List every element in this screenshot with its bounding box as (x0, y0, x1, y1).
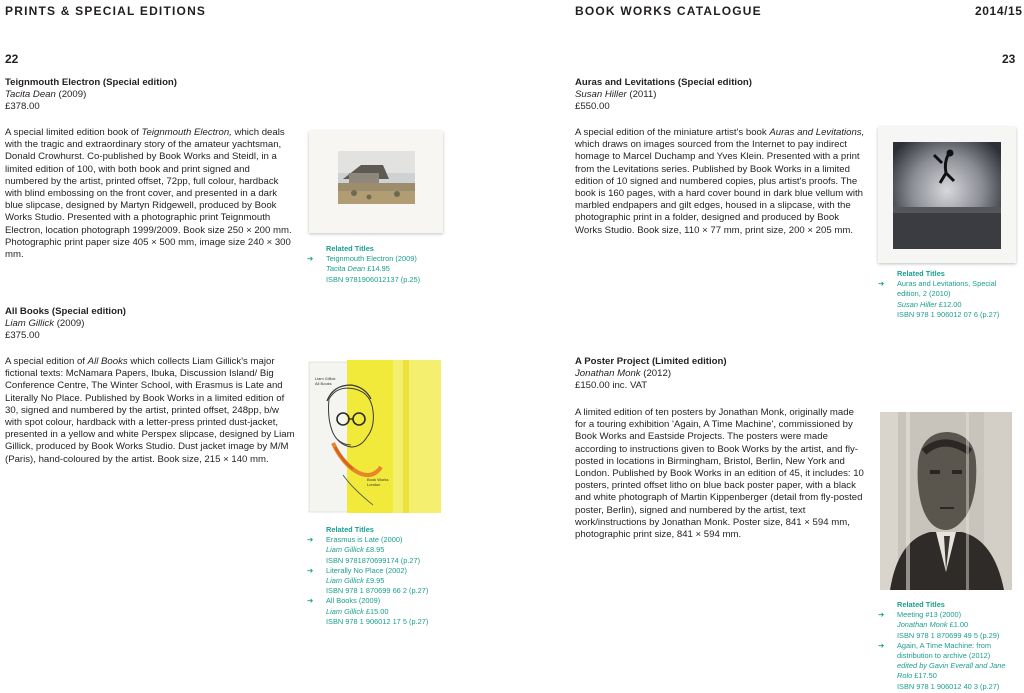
entry-artist-line (5, 318, 295, 330)
entry-price: £375.00 (5, 330, 40, 342)
entry-teignmouth-electron (5, 77, 295, 114)
entry-artist: Tacita Dean (5, 89, 56, 101)
entry-description: A special edition of the miniature artist's book Auras and Levitations, which draws on images sourced from the Internet to pay indirect homage to Marcel Duchamp and Yves Klein. Presented with a print from the Levitations series. Published by Book Works in a limited edition of 10 signed and numbered copies, plus artist's proofs. The book is 160 pages, with a hard cover bound in dark blue vellum with marbled endpapers and gilt edges, housed in a slipcase, with the photographic print in a folder, designed and produced by Book Works Studio. Book size, 110 × 77 mm, print size, 200 × 205 mm. (575, 127, 865, 236)
related-heading: Related Titles (897, 600, 945, 609)
entry-title: A Poster Project (Limited edition) (575, 356, 727, 367)
catalogue-year: 2014/15 (975, 4, 1023, 18)
entry-title: Teignmouth Electron (Special edition) (5, 77, 177, 88)
entry-title: Auras and Levitations (Special edition) (575, 77, 752, 88)
auras-print-image (878, 127, 1016, 263)
entry-description: A special limited edition book of Teignmouth Electron, which deals with the tragic and extraordinary story of the amateur yachtsman, Donald Crowhurst. Co-published by Book Works and Steidl, in a limited edition of 100, with both book and print signed and numbered by the artist, printed offset, 72pp, full colour, hardback with blind embossing on the front cover, and presented in a dark blue slipcase, designed by Martyn Ridgewell, produced by Book Works Studio. Presented with a photographic print Teignmouth Electron, location photograph 1999/2009. Book size 250 × 200 mm. Photographic print paper size 405 × 500 mm, image size 240 × 300 mm. (5, 127, 292, 261)
related-item[interactable]: ➔ Literally No Place (2002) Liam Gillick £9.95 ISBN 978 1 870699 66 2 (p.27) (307, 565, 429, 596)
cover-title: All Books (315, 381, 332, 386)
entry-description: A limited edition of ten posters by Jonathan Monk, originally made for a touring exhibition 'Again, A Time Machine', commissioned by Book Works and Eastside Projects. The posters were made according to instructions given to Book Works by the artist, and fly-posted in locations in Birmingham, Bristol, Berlin, New York and London. Published by Book Works in an edition of 45, it includes: 10 posters, printed offset litho on blue back poster paper, with a black and white photograph of Martin Kippenberger (detail from fly-posted poster, Berlin), signed and numbered by the artist, text work/instructions by Jonathan Monk. Poster size, 841 × 594 mm, photographic print size, 841 × 594 mm. (575, 407, 864, 541)
entry-artist: Jonathan Monk (575, 368, 641, 380)
related-titles-poster (878, 600, 1018, 692)
page-number-left: 22 (5, 52, 19, 66)
all-books-book-image (307, 357, 443, 515)
related-item[interactable]: ➔ Again, A Time Machine: from distribution to archive (2012) edited by Gavin Everall and Jane Rolo £17.50 ISBN 978 1 906012 40 3 (p.27) (878, 640, 1006, 691)
cover-author: Liam Gillick (315, 376, 336, 381)
related-titles-teignmouth (307, 244, 457, 285)
related-titles-auras (878, 269, 1018, 320)
related-heading: Related Titles (897, 269, 945, 278)
arrow-right-icon: ➔ (307, 565, 314, 575)
related-item[interactable]: ➔ Auras and Levitations, Special edition, 2 (2010) Susan Hiller £12.00 ISBN 978 1 906012 07 6 (p.27) (878, 279, 1000, 319)
entry-price: £150.00 inc. VAT (575, 380, 648, 392)
cover-publisher: Book Works (367, 477, 389, 482)
entry-artist-line (575, 89, 865, 101)
entry-artist-line (575, 368, 865, 380)
related-item[interactable]: ➔ Teignmouth Electron (2009) Tacita Dean £14.95 ISBN 9781906012137 (p.25) (307, 254, 421, 284)
related-heading: Related Titles (326, 244, 374, 253)
page-number-right: 23 (1002, 52, 1016, 66)
arrow-right-icon: ➔ (307, 254, 314, 264)
poster-photo-image (880, 412, 1012, 590)
entry-year: (2009) (56, 318, 85, 330)
related-heading: Related Titles (326, 525, 374, 534)
arrow-right-icon: ➔ (878, 610, 885, 620)
entry-year: (2009) (58, 89, 87, 101)
levitation-photo-icon (878, 127, 1016, 263)
related-item[interactable]: ➔ Meeting #13 (2000) Jonathan Monk £1.00 ISBN 978 1 870699 49 5 (p.29) (878, 610, 1000, 640)
entry-title: All Books (Special edition) (5, 306, 127, 317)
related-item[interactable]: ➔ All Books (2009) Liam Gillick £15.00 ISBN 978 1 906012 17 5 (p.27) (307, 596, 429, 626)
arrow-right-icon: ➔ (307, 596, 314, 606)
arrow-right-icon: ➔ (307, 535, 314, 545)
arrow-right-icon: ➔ (878, 640, 885, 650)
entry-artist: Liam Gillick (5, 318, 55, 330)
entry-price: £550.00 (575, 101, 610, 113)
entry-auras-and-levitations (575, 77, 865, 114)
entry-a-poster-project (575, 356, 865, 393)
entry-artist-line (5, 89, 295, 101)
entry-artist: Susan Hiller (575, 89, 627, 101)
related-titles-all-books (307, 525, 462, 627)
portrait-poster-icon (880, 412, 1012, 590)
entry-all-books (5, 306, 295, 343)
related-item[interactable]: ➔ Erasmus is Late (2000) Liam Gillick £8.95 ISBN 9781870699174 (p.27) (307, 535, 421, 565)
teignmouth-book-image (309, 131, 443, 233)
entry-price: £378.00 (5, 101, 40, 113)
catalogue-title: BOOK WORKS CATALOGUE (575, 4, 762, 18)
cover-place: London (367, 482, 381, 487)
entry-description: A special edition of All Books which collects Liam Gillick's major fictional texts: McNamara Papers, Ibuka, Discussion Island/ Big Conference Centre, The Winter School, with Erasmus is Late and Literally No Place. Published by Book Works in a limited edition of 30, signed and numbered by the artist, printed offset, 248pp, b/w with spot colour, hardback with a letter-press printed dust-jacket, presented in a yellow and white Perspex slipcase, designed by Liam Gillick, produced by Book Works Studio. Dust jacket image by M/M (Paris), hand-coloured by the artist. Book size, 215 × 140 mm. (5, 356, 295, 465)
section-header: PRINTS & SPECIAL EDITIONS (5, 4, 207, 18)
landscape-photo-icon (309, 131, 443, 233)
entry-year: (2011) (629, 89, 657, 101)
arrow-right-icon: ➔ (878, 279, 885, 289)
entry-year: (2012) (643, 368, 672, 380)
